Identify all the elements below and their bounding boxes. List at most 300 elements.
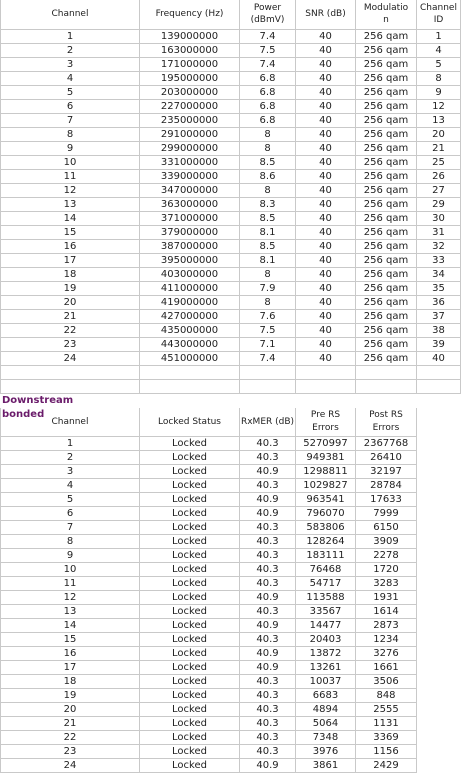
cell-power[interactable]: 8 [240, 128, 296, 142]
table-row [0, 338, 461, 352]
cell-rxmer[interactable]: 40.3 [240, 717, 296, 731]
cell-channel[interactable]: 2 [0, 44, 140, 58]
cell-rxmer[interactable]: 40.3 [240, 535, 296, 549]
cell-power[interactable]: 8.1 [240, 254, 296, 268]
cell-channel[interactable]: 18 [0, 268, 140, 282]
cell-post-rs-errors[interactable]: 7999 [356, 507, 417, 521]
cell-post-rs-errors[interactable]: 32197 [356, 465, 417, 479]
cell-channel-id[interactable]: 38 [417, 324, 461, 338]
cell-channel[interactable]: 5 [0, 493, 140, 507]
cell-modulation[interactable]: 256 qam [356, 114, 417, 128]
cell-post-rs-errors[interactable]: 2555 [356, 703, 417, 717]
header-rxmer[interactable]: RxMER (dB) [240, 408, 296, 437]
blank-cell[interactable] [417, 366, 461, 380]
cell-channel-id[interactable]: 29 [417, 198, 461, 212]
cell-post-rs-errors[interactable]: 3276 [356, 647, 417, 661]
cell-power[interactable]: 7.9 [240, 282, 296, 296]
cell-post-rs-errors[interactable]: 3283 [356, 577, 417, 591]
cell-pre-rs-errors[interactable]: 583806 [296, 521, 356, 535]
cell-locked-status[interactable]: Locked [140, 731, 240, 745]
cell-pre-rs-errors[interactable]: 796070 [296, 507, 356, 521]
cell-modulation[interactable]: 256 qam [356, 86, 417, 100]
cell-post-rs-errors[interactable]: 1661 [356, 661, 417, 675]
cell-pre-rs-errors[interactable]: 54717 [296, 577, 356, 591]
cell-channel[interactable]: 11 [0, 577, 140, 591]
cell-rxmer[interactable]: 40.3 [240, 437, 296, 451]
cell-channel[interactable]: 13 [0, 605, 140, 619]
header-power-line2: (dBmV) [250, 15, 285, 25]
cell-power[interactable]: 8 [240, 296, 296, 310]
cell-channel[interactable]: 9 [0, 549, 140, 563]
cell-post-rs-errors[interactable]: 6150 [356, 521, 417, 535]
cell-frequency[interactable]: 411000000 [140, 282, 240, 296]
cell-frequency[interactable]: 387000000 [140, 240, 240, 254]
cell-modulation[interactable]: 256 qam [356, 156, 417, 170]
cell-snr[interactable]: 40 [296, 296, 356, 310]
cell-pre-rs-errors[interactable]: 128264 [296, 535, 356, 549]
cell-channel[interactable]: 23 [0, 745, 140, 759]
cell-power[interactable]: 6.8 [240, 100, 296, 114]
cell-locked-status[interactable]: Locked [140, 661, 240, 675]
cell-frequency[interactable]: 203000000 [140, 86, 240, 100]
cell-pre-rs-errors[interactable]: 20403 [296, 633, 356, 647]
blank-cell[interactable] [417, 380, 461, 394]
cell-rxmer[interactable]: 40.9 [240, 507, 296, 521]
cell-channel[interactable]: 6 [0, 507, 140, 521]
cell-channel[interactable]: 17 [0, 661, 140, 675]
cell-channel-id[interactable]: 25 [417, 156, 461, 170]
cell-modulation[interactable]: 256 qam [356, 58, 417, 72]
cell-snr[interactable]: 40 [296, 156, 356, 170]
blank-cell[interactable] [140, 380, 240, 394]
cell-channel-id[interactable]: 21 [417, 142, 461, 156]
cell-modulation[interactable]: 256 qam [356, 184, 417, 198]
cell-power[interactable]: 7.4 [240, 352, 296, 366]
blank-cell[interactable] [240, 366, 296, 380]
cell-channel[interactable]: 16 [0, 647, 140, 661]
cell-frequency[interactable]: 139000000 [140, 30, 240, 44]
cell-post-rs-errors[interactable]: 3909 [356, 535, 417, 549]
header-power-line1: Power [253, 3, 282, 13]
cell-power[interactable]: 8.5 [240, 212, 296, 226]
cell-pre-rs-errors[interactable]: 33567 [296, 605, 356, 619]
cell-locked-status[interactable]: Locked [140, 745, 240, 759]
cell-channel[interactable]: 18 [0, 675, 140, 689]
cell-modulation[interactable]: 256 qam [356, 268, 417, 282]
header-channel-id[interactable] [417, 0, 461, 30]
header-snr[interactable]: SNR (dB) [296, 0, 356, 30]
cell-modulation[interactable]: 256 qam [356, 254, 417, 268]
cell-locked-status[interactable]: Locked [140, 591, 240, 605]
cell-channel-id[interactable]: 35 [417, 282, 461, 296]
cell-modulation[interactable]: 256 qam [356, 142, 417, 156]
cell-power[interactable]: 7.6 [240, 310, 296, 324]
cell-pre-rs-errors[interactable]: 76468 [296, 563, 356, 577]
cell-power[interactable]: 7.4 [240, 30, 296, 44]
cell-frequency[interactable]: 363000000 [140, 198, 240, 212]
cell-frequency[interactable]: 195000000 [140, 72, 240, 86]
header-channel[interactable]: Channel [0, 0, 140, 30]
cell-post-rs-errors[interactable]: 1931 [356, 591, 417, 605]
cell-channel[interactable]: 21 [0, 310, 140, 324]
cell-rxmer[interactable]: 40.3 [240, 521, 296, 535]
cell-pre-rs-errors[interactable]: 113588 [296, 591, 356, 605]
table-row [0, 128, 461, 142]
cell-channel-id[interactable]: 34 [417, 268, 461, 282]
cell-channel[interactable]: 7 [0, 521, 140, 535]
cell-frequency[interactable]: 427000000 [140, 310, 240, 324]
header-locked-status[interactable]: Locked Status [140, 408, 240, 437]
cell-channel[interactable]: 4 [0, 72, 140, 86]
cell-frequency[interactable]: 227000000 [140, 100, 240, 114]
cell-modulation[interactable]: 256 qam [356, 338, 417, 352]
cell-channel[interactable]: 13 [0, 198, 140, 212]
cell-pre-rs-errors[interactable]: 13872 [296, 647, 356, 661]
cell-channel[interactable]: 3 [0, 58, 140, 72]
cell-post-rs-errors[interactable]: 3506 [356, 675, 417, 689]
cell-post-rs-errors[interactable]: 3369 [356, 731, 417, 745]
cell-power[interactable]: 6.8 [240, 72, 296, 86]
cell-pre-rs-errors[interactable]: 6683 [296, 689, 356, 703]
cell-pre-rs-errors[interactable]: 7348 [296, 731, 356, 745]
blank-cell[interactable] [296, 380, 356, 394]
cell-post-rs-errors[interactable]: 1234 [356, 633, 417, 647]
cell-channel-id[interactable]: 5 [417, 58, 461, 72]
cell-channel[interactable]: 17 [0, 254, 140, 268]
cell-modulation[interactable]: 256 qam [356, 324, 417, 338]
cell-channel[interactable]: 9 [0, 142, 140, 156]
cell-snr[interactable]: 40 [296, 268, 356, 282]
cell-channel[interactable]: 14 [0, 212, 140, 226]
cell-frequency[interactable]: 339000000 [140, 170, 240, 184]
cell-rxmer[interactable]: 40.3 [240, 703, 296, 717]
cell-locked-status[interactable]: Locked [140, 549, 240, 563]
blank-cell[interactable] [0, 380, 140, 394]
cell-modulation[interactable]: 256 qam [356, 170, 417, 184]
cell-rxmer[interactable]: 40.9 [240, 647, 296, 661]
cell-pre-rs-errors[interactable]: 183111 [296, 549, 356, 563]
cell-channel-id[interactable]: 8 [417, 72, 461, 86]
cell-channel-id[interactable]: 12 [417, 100, 461, 114]
cell-snr[interactable]: 40 [296, 44, 356, 58]
table-row [0, 184, 461, 198]
cell-snr[interactable]: 40 [296, 310, 356, 324]
cell-rxmer[interactable]: 40.3 [240, 451, 296, 465]
cell-snr[interactable]: 40 [296, 254, 356, 268]
cell-locked-status[interactable]: Locked [140, 759, 240, 773]
cell-power[interactable]: 7.1 [240, 338, 296, 352]
cell-channel[interactable]: 1 [0, 437, 140, 451]
cell-pre-rs-errors[interactable]: 10037 [296, 675, 356, 689]
cell-locked-status[interactable]: Locked [140, 535, 240, 549]
cell-channel-id[interactable]: 32 [417, 240, 461, 254]
table-row [0, 437, 417, 451]
table-row [0, 58, 461, 72]
blank-cell[interactable] [140, 366, 240, 380]
cell-power[interactable]: 8 [240, 184, 296, 198]
cell-modulation[interactable]: 256 qam [356, 226, 417, 240]
cell-frequency[interactable]: 171000000 [140, 58, 240, 72]
cell-frequency[interactable]: 347000000 [140, 184, 240, 198]
cell-pre-rs-errors[interactable]: 963541 [296, 493, 356, 507]
cell-post-rs-errors[interactable]: 848 [356, 689, 417, 703]
cell-snr[interactable]: 40 [296, 128, 356, 142]
cell-pre-rs-errors[interactable]: 14477 [296, 619, 356, 633]
cell-channel[interactable]: 3 [0, 465, 140, 479]
cell-frequency[interactable]: 451000000 [140, 352, 240, 366]
cell-rxmer[interactable]: 40.9 [240, 493, 296, 507]
cell-power[interactable]: 8.1 [240, 226, 296, 240]
cell-snr[interactable]: 40 [296, 100, 356, 114]
cell-rxmer[interactable]: 40.3 [240, 605, 296, 619]
blank-cell[interactable] [356, 380, 417, 394]
cell-frequency[interactable]: 371000000 [140, 212, 240, 226]
cell-frequency[interactable]: 419000000 [140, 296, 240, 310]
cell-channel[interactable]: 1 [0, 30, 140, 44]
blank-cell[interactable] [296, 366, 356, 380]
cell-snr[interactable]: 40 [296, 170, 356, 184]
table-row [0, 703, 417, 717]
cell-post-rs-errors[interactable]: 26410 [356, 451, 417, 465]
cell-channel[interactable]: 10 [0, 156, 140, 170]
cell-locked-status[interactable]: Locked [140, 703, 240, 717]
cell-post-rs-errors[interactable]: 2873 [356, 619, 417, 633]
cell-channel-id[interactable]: 30 [417, 212, 461, 226]
cell-channel[interactable]: 6 [0, 100, 140, 114]
cell-post-rs-errors[interactable]: 1720 [356, 563, 417, 577]
cell-channel[interactable]: 22 [0, 731, 140, 745]
cell-frequency[interactable]: 291000000 [140, 128, 240, 142]
cell-locked-status[interactable]: Locked [140, 675, 240, 689]
cell-channel[interactable]: 15 [0, 633, 140, 647]
cell-power[interactable]: 8 [240, 268, 296, 282]
cell-rxmer[interactable]: 40.3 [240, 479, 296, 493]
cell-channel[interactable]: 2 [0, 451, 140, 465]
cell-rxmer[interactable]: 40.9 [240, 759, 296, 773]
cell-power[interactable]: 7.5 [240, 44, 296, 58]
cell-frequency[interactable]: 163000000 [140, 44, 240, 58]
cell-channel-id[interactable]: 39 [417, 338, 461, 352]
cell-locked-status[interactable]: Locked [140, 605, 240, 619]
cell-channel-id[interactable]: 1 [417, 30, 461, 44]
cell-snr[interactable]: 40 [296, 30, 356, 44]
cell-power[interactable]: 8.3 [240, 198, 296, 212]
cell-modulation[interactable]: 256 qam [356, 352, 417, 366]
cell-pre-rs-errors[interactable]: 5064 [296, 717, 356, 731]
cell-channel-id[interactable]: 33 [417, 254, 461, 268]
cell-frequency[interactable]: 235000000 [140, 114, 240, 128]
cell-power[interactable]: 8 [240, 142, 296, 156]
cell-snr[interactable]: 40 [296, 86, 356, 100]
cell-snr[interactable]: 40 [296, 282, 356, 296]
cell-channel[interactable]: 23 [0, 338, 140, 352]
cell-channel[interactable]: 12 [0, 591, 140, 605]
blank-cell[interactable] [0, 366, 140, 380]
cell-modulation[interactable]: 256 qam [356, 44, 417, 58]
table-row [0, 296, 461, 310]
cell-channel-id[interactable]: 20 [417, 128, 461, 142]
cell-rxmer[interactable]: 40.3 [240, 563, 296, 577]
cell-locked-status[interactable]: Locked [140, 465, 240, 479]
table-row [0, 324, 461, 338]
cell-rxmer[interactable]: 40.3 [240, 549, 296, 563]
cell-snr[interactable]: 40 [296, 212, 356, 226]
blank-cell[interactable] [240, 380, 296, 394]
cell-snr[interactable]: 40 [296, 240, 356, 254]
cell-power[interactable]: 7.5 [240, 324, 296, 338]
cell-channel[interactable]: 16 [0, 240, 140, 254]
cell-channel-id[interactable]: 27 [417, 184, 461, 198]
cell-channel[interactable]: 8 [0, 535, 140, 549]
cell-pre-rs-errors[interactable]: 949381 [296, 451, 356, 465]
cell-modulation[interactable]: 256 qam [356, 198, 417, 212]
cell-frequency[interactable]: 331000000 [140, 156, 240, 170]
cell-post-rs-errors[interactable]: 2367768 [356, 437, 417, 451]
cell-modulation[interactable]: 256 qam [356, 296, 417, 310]
cell-locked-status[interactable]: Locked [140, 647, 240, 661]
cell-snr[interactable]: 40 [296, 184, 356, 198]
cell-power[interactable]: 7.4 [240, 58, 296, 72]
cell-channel[interactable]: 22 [0, 324, 140, 338]
cell-rxmer[interactable]: 40.3 [240, 731, 296, 745]
cell-locked-status[interactable]: Locked [140, 479, 240, 493]
cell-pre-rs-errors[interactable]: 4894 [296, 703, 356, 717]
cell-post-rs-errors[interactable]: 17633 [356, 493, 417, 507]
cell-post-rs-errors[interactable]: 28784 [356, 479, 417, 493]
header-frequency[interactable]: Frequency (Hz) [140, 0, 240, 30]
cell-frequency[interactable]: 403000000 [140, 268, 240, 282]
cell-modulation[interactable]: 256 qam [356, 100, 417, 114]
cell-channel[interactable]: 19 [0, 282, 140, 296]
cell-channel-id[interactable]: 26 [417, 170, 461, 184]
cell-locked-status[interactable]: Locked [140, 717, 240, 731]
cell-channel-id[interactable]: 13 [417, 114, 461, 128]
cell-post-rs-errors[interactable]: 1156 [356, 745, 417, 759]
cell-power[interactable]: 8.5 [240, 156, 296, 170]
cell-pre-rs-errors[interactable]: 13261 [296, 661, 356, 675]
cell-channel[interactable]: 7 [0, 114, 140, 128]
cell-locked-status[interactable]: Locked [140, 563, 240, 577]
cell-pre-rs-errors[interactable]: 1029827 [296, 479, 356, 493]
cell-pre-rs-errors[interactable]: 3861 [296, 759, 356, 773]
cell-locked-status[interactable]: Locked [140, 521, 240, 535]
cell-snr[interactable]: 40 [296, 338, 356, 352]
cell-channel[interactable]: 8 [0, 128, 140, 142]
cell-channel[interactable]: 24 [0, 352, 140, 366]
cell-modulation[interactable]: 256 qam [356, 282, 417, 296]
cell-rxmer[interactable]: 40.9 [240, 661, 296, 675]
cell-snr[interactable]: 40 [296, 142, 356, 156]
cell-post-rs-errors[interactable]: 1131 [356, 717, 417, 731]
cell-channel[interactable]: 12 [0, 184, 140, 198]
cell-snr[interactable]: 40 [296, 58, 356, 72]
cell-locked-status[interactable]: Locked [140, 577, 240, 591]
cell-power[interactable]: 8.6 [240, 170, 296, 184]
cell-modulation[interactable]: 256 qam [356, 240, 417, 254]
header-bonded-channel[interactable]: Channel [0, 408, 140, 437]
cell-pre-rs-errors[interactable]: 1298811 [296, 465, 356, 479]
blank-row [0, 380, 461, 394]
cell-channel[interactable]: 10 [0, 563, 140, 577]
cell-pre-rs-errors[interactable]: 3976 [296, 745, 356, 759]
blank-cell[interactable] [356, 366, 417, 380]
cell-snr[interactable]: 40 [296, 114, 356, 128]
header-post-rs-errors[interactable] [356, 408, 417, 437]
cell-locked-status[interactable]: Locked [140, 633, 240, 647]
cell-locked-status[interactable]: Locked [140, 493, 240, 507]
table-row [0, 759, 417, 773]
cell-channel-id[interactable]: 36 [417, 296, 461, 310]
cell-locked-status[interactable]: Locked [140, 437, 240, 451]
cell-modulation[interactable]: 256 qam [356, 310, 417, 324]
cell-channel[interactable]: 20 [0, 703, 140, 717]
cell-channel[interactable]: 24 [0, 759, 140, 773]
cell-frequency[interactable]: 379000000 [140, 226, 240, 240]
cell-locked-status[interactable]: Locked [140, 689, 240, 703]
header-pre-rs-errors[interactable] [296, 408, 356, 437]
cell-power[interactable]: 6.8 [240, 86, 296, 100]
cell-post-rs-errors[interactable]: 2429 [356, 759, 417, 773]
cell-rxmer[interactable]: 40.3 [240, 633, 296, 647]
cell-channel[interactable]: 14 [0, 619, 140, 633]
cell-snr[interactable]: 40 [296, 352, 356, 366]
cell-snr[interactable]: 40 [296, 72, 356, 86]
cell-snr[interactable]: 40 [296, 226, 356, 240]
cell-rxmer[interactable]: 40.3 [240, 745, 296, 759]
cell-channel-id[interactable]: 9 [417, 86, 461, 100]
cell-rxmer[interactable]: 40.9 [240, 591, 296, 605]
cell-locked-status[interactable]: Locked [140, 619, 240, 633]
cell-channel-id[interactable]: 40 [417, 352, 461, 366]
cell-rxmer[interactable]: 40.3 [240, 689, 296, 703]
cell-modulation[interactable]: 256 qam [356, 212, 417, 226]
cell-snr[interactable]: 40 [296, 198, 356, 212]
cell-locked-status[interactable]: Locked [140, 451, 240, 465]
cell-channel[interactable]: 21 [0, 717, 140, 731]
cell-channel-id[interactable]: 37 [417, 310, 461, 324]
cell-rxmer[interactable]: 40.3 [240, 675, 296, 689]
cell-power[interactable]: 6.8 [240, 114, 296, 128]
cell-frequency[interactable]: 299000000 [140, 142, 240, 156]
cell-channel[interactable]: 19 [0, 689, 140, 703]
header-modulation[interactable] [356, 0, 417, 30]
cell-post-rs-errors[interactable]: 1614 [356, 605, 417, 619]
cell-modulation[interactable]: 256 qam [356, 72, 417, 86]
cell-channel[interactable]: 4 [0, 479, 140, 493]
cell-modulation[interactable]: 256 qam [356, 128, 417, 142]
cell-frequency[interactable]: 443000000 [140, 338, 240, 352]
cell-power[interactable]: 8.5 [240, 240, 296, 254]
cell-channel[interactable]: 11 [0, 170, 140, 184]
cell-channel[interactable]: 15 [0, 226, 140, 240]
cell-rxmer[interactable]: 40.3 [240, 577, 296, 591]
cell-modulation[interactable]: 256 qam [356, 30, 417, 44]
cell-channel-id[interactable]: 4 [417, 44, 461, 58]
cell-pre-rs-errors[interactable]: 5270997 [296, 437, 356, 451]
cell-channel[interactable]: 5 [0, 86, 140, 100]
cell-rxmer[interactable]: 40.9 [240, 619, 296, 633]
cell-snr[interactable]: 40 [296, 324, 356, 338]
cell-post-rs-errors[interactable]: 2278 [356, 549, 417, 563]
cell-frequency[interactable]: 395000000 [140, 254, 240, 268]
cell-channel[interactable]: 20 [0, 296, 140, 310]
cell-channel-id[interactable]: 31 [417, 226, 461, 240]
header-power[interactable] [240, 0, 296, 30]
table-row [0, 535, 417, 549]
cell-rxmer[interactable]: 40.9 [240, 465, 296, 479]
cell-frequency[interactable]: 435000000 [140, 324, 240, 338]
cell-locked-status[interactable]: Locked [140, 507, 240, 521]
